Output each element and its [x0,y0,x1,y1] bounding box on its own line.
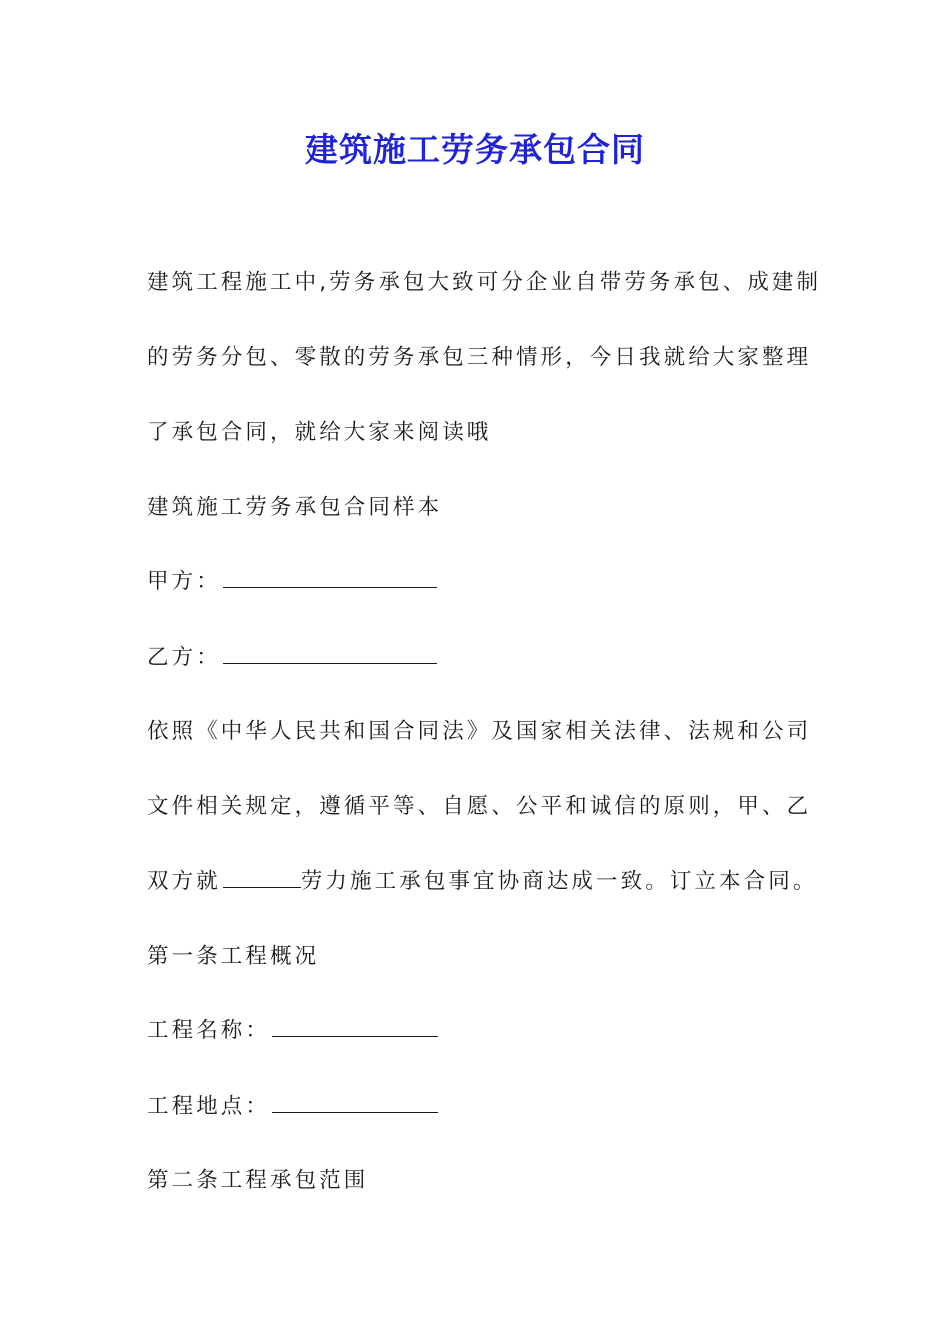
document-title: 建筑施工劳务承包合同 [305,130,645,169]
article-2-heading: 第二条工程承包范围 [147,1168,369,1193]
basis-line-1: 依照《中华人民共和国合同法》及国家相关法律、法规和公司 [147,719,812,744]
party-a-blank [223,569,437,588]
intro-line-2: 的劳务分包、零散的劳务承包三种情形，今日我就给大家整理 [147,345,812,370]
party-a-label: 甲方： [147,569,221,594]
project-name-blank [272,1018,438,1037]
basis-line-3 [147,867,817,897]
project-location-row [147,1092,438,1122]
article-1-heading: 第一条工程概况 [147,944,320,969]
project-location-blank [272,1094,438,1113]
party-b-label: 乙方： [147,645,221,670]
party-b-row [147,643,437,673]
project-name-label: 工程名称： [147,1018,271,1043]
basis-line-3-end: 劳力施工承包事宜协商达成一致。订立本合同。 [300,869,818,894]
intro-line-3: 了承包合同，就给大家来阅读哦 [147,420,492,445]
party-b-blank [223,645,437,664]
basis-line-3-start: 双方就 [147,869,221,894]
party-a-row [147,567,437,597]
basis-line-2: 文件相关规定，遵循平等、自愿、公平和诚信的原则，甲、乙 [147,794,812,819]
sample-heading: 建筑施工劳务承包合同样本 [147,495,443,520]
project-name-row [147,1016,438,1046]
project-name-blank-inline [223,869,301,888]
intro-line-1: 建筑工程施工中,劳务承包大致可分企业自带劳务承包、成建制 [147,270,822,295]
project-location-label: 工程地点： [147,1094,271,1119]
